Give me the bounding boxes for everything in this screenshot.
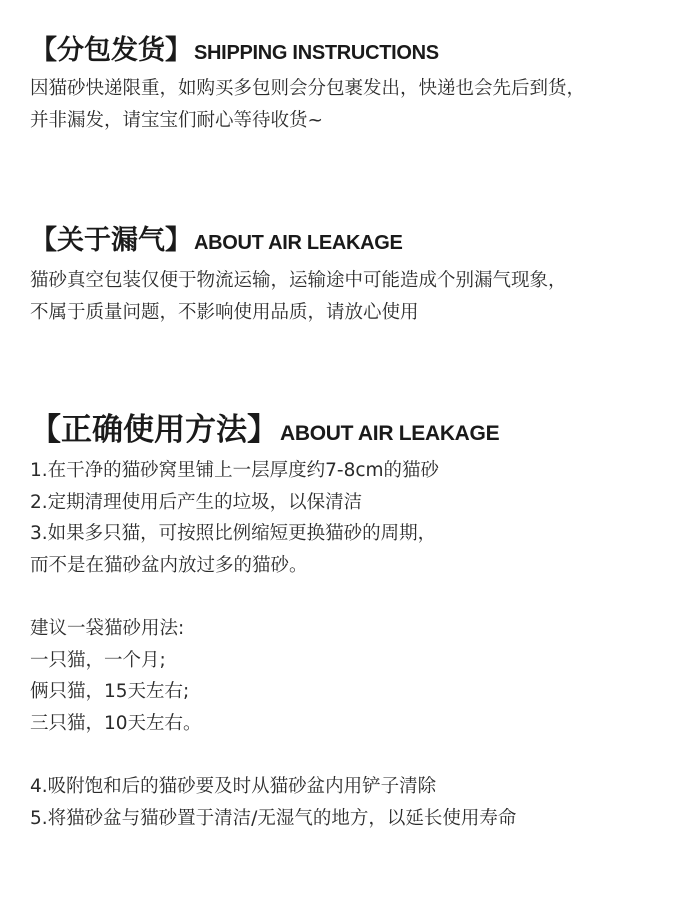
shipping-text <box>30 73 669 137</box>
shipping-title-en: SHIPPING INSTRUCTIONS <box>194 42 439 64</box>
shipping-title-cn: 【分包发货】 <box>30 35 192 66</box>
leakage-title-cn: 【关于漏气】 <box>30 225 192 256</box>
suggestion-title: 建议一袋猫砂用法: <box>30 618 185 639</box>
suggestion-item: 一只猫，一个月; <box>30 649 166 671</box>
usage-step: 5.将猫砂盆与猫砂置于清洁/无湿气的地方，以延长使用寿命 <box>30 807 517 829</box>
usage-step: 3.如果多只猫，可按照比例缩短更换猫砂的周期， <box>30 523 437 544</box>
shipping-line: 因猫砂快递限重，如购买多包则会分包裹发出，快递也会先后到货， <box>30 78 586 99</box>
usage-step: 2.定期清理使用后产生的垃圾，以保清洁 <box>30 491 363 513</box>
leakage-title-en: ABOUT AIR LEAKAGE <box>194 232 403 254</box>
suggestion-item: 三只猫，10天左右。 <box>30 712 202 734</box>
usage-text <box>30 455 669 834</box>
leakage-line: 猫砂真空包装仅便于物流运输，运输途中可能造成个别漏气现象， <box>30 270 567 291</box>
shipping-line: 并非漏发，请宝宝们耐心等待收货~ <box>30 110 324 131</box>
shipping-heading <box>30 28 669 67</box>
spacer <box>30 739 669 771</box>
spacer <box>30 581 669 613</box>
leakage-section <box>30 218 669 329</box>
usage-title-en: ABOUT AIR LEAKAGE <box>280 422 500 445</box>
shipping-section <box>30 28 669 137</box>
usage-section <box>30 404 669 834</box>
leakage-text <box>30 265 669 329</box>
leakage-line: 不属于质量问题，不影响使用品质，请放心使用 <box>30 302 419 323</box>
usage-heading <box>30 404 669 449</box>
usage-title-cn: 【正确使用方法】 <box>30 412 278 448</box>
usage-step: 而不是在猫砂盆内放过多的猫砂。 <box>30 554 308 576</box>
leakage-heading <box>30 218 669 257</box>
usage-step: 1.在干净的猫砂窝里铺上一层厚度约7-8cm的猫砂 <box>30 460 440 481</box>
usage-step: 4.吸附饱和后的猫砂要及时从猫砂盆内用铲子清除 <box>30 776 437 797</box>
suggestion-item: 俩只猫，15天左右; <box>30 681 190 702</box>
